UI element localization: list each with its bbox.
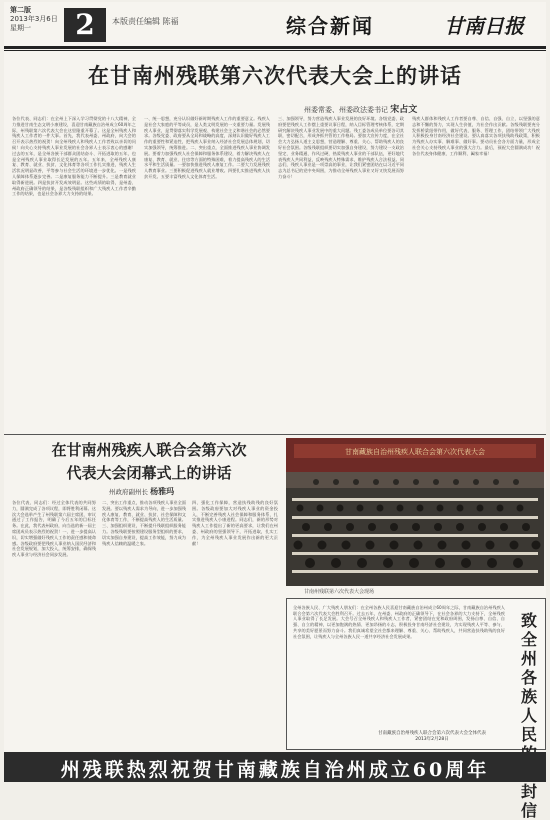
article2-column-2: 二、突出工作重点，推动各项残疾人事业全面发展。要以残疾人需求为导向，进一步加强残疾人康复、教育、就业、扶贫、社会保障和文化体育等工作，不断提高残疾人的生活质量。三、加强组织建设，不断提升残联组织服务能力。各级残联要按照建设服务型组织的要求，切实加强自身建设，提高工作效能，努力成为残疾人信赖的温暖之家。 [102,500,186,546]
header-rule-thin [4,50,546,51]
open-letter-body: 全州各族人民、广大残疾人朋友们：在全州各族人民喜迎甘南藏族自治州成立60周年之际，甘南藏族自治州残疾人联合会第六次代表大会胜利召开。过去五年，在州委、州政府的正确领导下，在社会各界的大力支持下，全州残疾人事业取得了长足发展。大会号召全州残疾人和残疾人工作者，紧密团结在党和政府周围，发扬自尊、自信、自强、自立的精神，以更加饱满的热情、更加昂扬的斗志，积极投身甘南经济社会建设，为实现残疾人平等、参与、共享的美好愿景而努力奋斗。我们真诚希望全社会都来理解、尊重、关心、帮助残疾人，共同营造扶残助残的良好社会氛围，让残疾人与全州各族人民一道共享经济社会发展成果。 [293,605,505,639]
article1-headline: 在甘南州残联第六次代表大会上的讲话 [88,63,462,88]
article2-column-1: 各位代表、同志们：经过全体代表的共同努力，圆满完成了各项议程，即将胜利闭幕。这次大会选举产生了州残联第六届主席团，审议通过了工作报告，明确了今后五年的目标任务。在此，我代表州政府，向当选的新一届主席团成员表示热烈的祝贺！一、进一步提高认识，切实增强做好残疾人工作的责任感和使命感。各级政府要把残疾人事业纳入国民经济和社会发展规划，加大投入，统筹安排，确保残疾人事业与经济社会同步发展。 [12,500,96,558]
article1-column-4: 残疾人群体和残疾人工作者要自尊、自信、自强、自立，以坚强的意志和不懈的努力，实现人生价值，为社会作出贡献。各级残联要充分发挥桥梁纽带作用，做好代表、服务、管理工作，团结带领广大残疾人积极投身甘南经济社会建设。要认真落实各项扶残助残政策，积极为残疾人办实事、解难事、做好事。要动员社会各方面力量，形成全社会关心支持残疾人事业的强大合力。最后，预祝大会圆满成功！祝各位代表身体健康、工作顺利、阖家幸福！ [412,116,540,156]
article2-headline-line1: 在甘南州残疾人联合会第六次 [51,441,247,459]
edition-info [10,6,58,33]
article1-column-1: 各位代表、同志们：在全州上下深入学习贯彻党的十八大精神，全力推进甘南生态文明小康建设，喜迎甘南藏族自治州成立60周年之际，州残联第六次代表大会在这里隆重开幕了。这是全州残疾人和残疾人工作者的一件大事。首先，我代表州委、州政府，向大会的召开表示热烈的祝贺！向全州残疾人和残疾人工作者致以亲切的问候！向关心支持残疾人事业发展的社会各界人士表示衷心的感谢！过去的五年，是全州各族干部群众团结奋斗、开拓进取的五年，也是全州残疾人事业取得长足发展的五年。五年来，全州残疾人康复、教育、就业、扶贫、文化体育等各项工作扎实推进，残疾人生活状况明显改善，平等参与社会生活的环境进一步优化。一是残疾人保障体系逐步完善。二是康复服务能力不断提升。三是教育就业取得新进展。四是扶贫开发成效明显。这些成绩的取得，是州委、州政府正确领导的结果，是各级残联组织和广大残疾人工作者辛勤工作的结果，也是社会各界大力支持的结果。 [12,116,136,197]
celebration-banner [4,752,546,782]
signature-date: 2013年2月28日 [415,737,449,742]
page-header [4,2,546,50]
celebration-banner-text: 州残联热烈祝贺甘南藏族自治州成立60周年 [60,759,490,781]
section-title: 综合新闻 [286,14,374,38]
conference-hall-image [286,438,544,586]
photo-caption: 甘南州残联第六次代表大会现场 [304,589,375,595]
open-letter-signature [357,731,507,743]
section-divider [4,434,546,435]
open-letter-box [286,598,546,820]
article1-byline [304,102,417,115]
conference-photo [286,438,544,586]
article2-byline [109,486,174,497]
article1-column-2: 一、统一思想，充分认识做好新时期残疾人工作的重要意义。残疾人是社会大家庭的平等成员，是人类文明发展的一支重要力量。发展残疾人事业，是贯彻落实科学发展观、构建社会主义和谐社会的必然要求。各级党委、政府要从全局和战略的高度，深刻认识做好残疾人工作的重要性和紧迫性，把残疾人事业纳入经济社会发展总体规划，切实加强领导，统筹推进。二、突出重点，全面推进残疾人事业协调发展。要着力加强残疾人社会保障和服务体系建设，着力解决残疾人在康复、教育、就业、住房等方面的特殊困难，着力提高残疾人的生活水平和生活质量。一要加快推进残疾人康复工作。二要大力发展残疾人教育事业。三要积极促进残疾人就业增收。四要扎实推进残疾人扶贫开发。五要丰富残疾人文化体育生活。 [144,116,270,179]
open-letter-title: 致全州各族人民 封信 [520,611,537,820]
article2-headline-line2: 代表大会闭幕式上的讲话 [66,464,232,482]
page-number: 2 [64,8,106,42]
photo-banner-text: 甘南藏族自治州残疾人联合会第六次代表大会 [345,448,485,456]
byline-title: 州政府副州长 [109,488,148,496]
header-rule [4,46,546,49]
article2-column-3: 四、强化工作保障，营造扶残助残的良好氛围。各级政府要加大对残疾人事业的资金投入，不断完善残疾人社会保障和服务体系，扎实推进残疾人小康进程。同志们，新的形势对残疾人工作提出了新的更高要求，让我们在州委、州政府的坚强领导下，开拓进取，扎实工作，为全州残疾人事业发展作出新的更大贡献！ [192,500,278,546]
editor-credit: 本版责任编辑 陈福 [112,17,179,26]
signature-org: 甘南藏族自治州残疾人联合会第六次代表大会全体代表 [378,731,486,736]
newspaper-page [4,2,546,820]
article1-column-3: 三、加强领导，努力营造残疾人事业发展的良好环境。各级党委、政府要把残疾人工作摆上重要议事日程，纳入目标管理考核体系，定期研究解决残疾人事业发展中的重大问题。残工委各成员单位要各司其职，密切配合，形成齐抓共管的工作格局。要加大宣传力度，在全社会大力弘扬人道主义思想，营造理解、尊重、关心、帮助残疾人的良好社会氛围。各级残联组织要切实加强自身建设，努力建设一支政治坚定、业务精通、作风过硬、热爱残疾人事业的干部队伍，更好地代表残疾人共同利益，反映残疾人特殊需求，维护残疾人合法权益。同志们，残疾人事业是一项崇高的事业，让我们紧密团结在以习近平同志为总书记的党中央周围，为推动全州残疾人事业又好又快发展而努力奋斗！ [278,116,404,179]
issue-date: 2013年3月6日 [10,15,58,23]
byline-author: 杨雅玛 [150,487,175,496]
byline-author: 宋占文 [390,105,418,115]
issue-weekday: 星期一 [10,24,31,32]
newspaper-logo: 甘南日报 [444,14,524,38]
edition-label: 第二版 [10,6,31,14]
byline-title: 州委常委、州委政法委书记 [304,106,388,114]
